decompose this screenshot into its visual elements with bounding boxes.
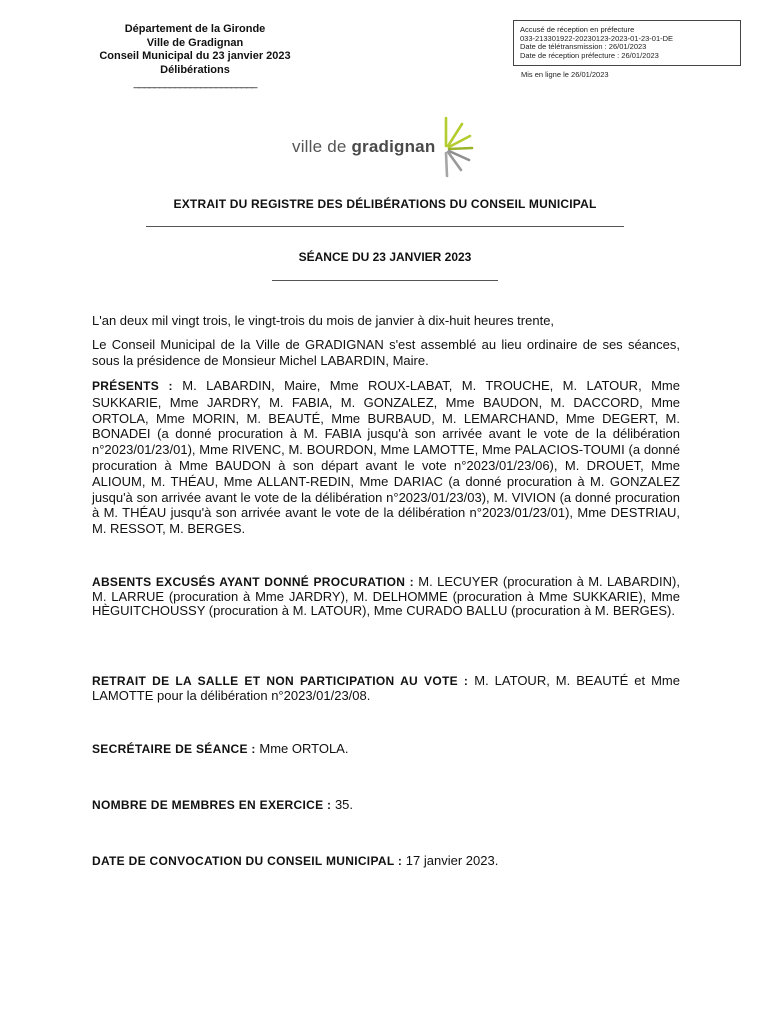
logo-wordmark xyxy=(292,137,435,157)
sunburst-logo-icon xyxy=(436,114,476,180)
stamp-line-4: Date de réception préfecture : 26/01/2023 xyxy=(520,50,659,60)
session-divider xyxy=(272,280,498,281)
title-divider xyxy=(146,226,624,227)
absents-label: ABSENTS EXCUSÉS AYANT DONNÉ PROCURATION : xyxy=(92,575,414,589)
secretaire-paragraph xyxy=(92,741,680,757)
presents-list: M. LABARDIN, Maire, Mme ROUX-LABAT, M. TROUCHE, M. LATOUR, Mme SUKKARIE, Mme JARDRY, M. FABIA, M. GONZALEZ, Mme BAUDON, M. DACCORD, Mme ORTOLA, Mme MORIN, M. BEAUTÉ, Mme BURBAUD, M. LEMARCHAND, Mme DEGERT, M. BONADEI (a donné procuration à M. FABIA jusqu'à son arrivée avant le vote de la délibération n°2023/01/23/01), Mme RIVENC, M. BOURDON, Mme LAMOTTE, Mme PALACIOS-TOUMI (a donné procuration à Mme BAUDON à son départ avant le vote n°2023/01/23/06), M. DROUET, Mme ALIOUM, M. THÉAU, Mme ALLANT-REDIN, Mme DARIAC (a donné procuration à M. GONZALEZ jusqu'à son arrivée avant le vote de la délibération n°2023/01/23/03), M. VIVION (a donné procuration à M. THÉAU jusqu'à son arrivée avant le vote de la délibération n°2023/01/23/01), Mme DESTRIAU, M. RESSOT, M. BERGES. xyxy=(92,378,680,537)
assembly-paragraph: Le Conseil Municipal de la Ville de GRADIGNAN s'est assemblé au lieu ordinaire de ses séances, sous la présidence de Monsieur Michel LABARDIN, Maire. xyxy=(92,337,680,368)
absents-list: M. LECUYER (procuration à M. LABARDIN), M. LARRUE (procuration à Mme JARDRY), M. DELHOMME (procuration à Mme SUKKARIE), Mme HÈGUITCHOUSSY (procuration à M. LATOUR), Mme CURADO BALLU (procuration à M. BERGES). xyxy=(92,574,680,618)
header-deliberations: Délibérations xyxy=(160,63,230,76)
retrait-label: RETRAIT DE LA SALLE ET NON PARTICIPATION AU VOTE : xyxy=(92,674,469,688)
presents-paragraph xyxy=(92,378,680,537)
secretaire-label: SECRÉTAIRE DE SÉANCE : xyxy=(92,742,256,756)
presents-label: PRÉSENTS : xyxy=(92,379,173,393)
document-header xyxy=(90,23,300,91)
logo-text-bold: gradignan xyxy=(351,137,436,156)
absents-paragraph xyxy=(92,575,680,619)
convocation-label: DATE DE CONVOCATION DU CONSEIL MUNICIPAL : xyxy=(92,854,403,868)
header-city: Ville de Gradignan xyxy=(146,36,244,49)
stamp-line-2: 033-213301922-20230123-2023-01-23-01-DE xyxy=(520,33,674,43)
membres-label: NOMBRE DE MEMBRES EN EXERCICE : xyxy=(92,798,332,812)
stamp-line-1: Accusé de réception en préfecture xyxy=(520,25,635,34)
convocation-paragraph xyxy=(92,853,680,869)
retrait-paragraph xyxy=(92,674,680,703)
session-title: SÉANCE DU 23 JANVIER 2023 xyxy=(298,250,472,264)
membres-paragraph xyxy=(92,797,680,813)
membres-count: 35. xyxy=(334,797,354,812)
stamp-line-3: Date de télétransmission : 26/01/2023 xyxy=(520,42,647,51)
online-date: Mis en ligne le 26/01/2023 xyxy=(521,70,609,79)
retrait-text: M. LATOUR, M. BEAUTÉ et Mme LAMOTTE pour la délibération n°2023/01/23/08. xyxy=(92,673,680,703)
intro-paragraph: L'an deux mil vingt trois, le vingt-trois du mois de janvier à dix-huit heures trente, xyxy=(92,313,555,328)
header-department: Département de la Gironde xyxy=(124,23,266,35)
document-title: EXTRAIT DU REGISTRE DES DÉLIBÉRATIONS DU CONSEIL MUNICIPAL xyxy=(173,197,597,211)
prefecture-stamp xyxy=(513,20,741,66)
logo-text-prefix: ville de xyxy=(292,137,352,156)
header-rule: ________________________ xyxy=(133,77,257,89)
header-council-date: Conseil Municipal du 23 janvier 2023 xyxy=(99,50,291,62)
secretaire-text: Mme ORTOLA. xyxy=(259,741,349,756)
convocation-date: 17 janvier 2023. xyxy=(405,853,499,868)
